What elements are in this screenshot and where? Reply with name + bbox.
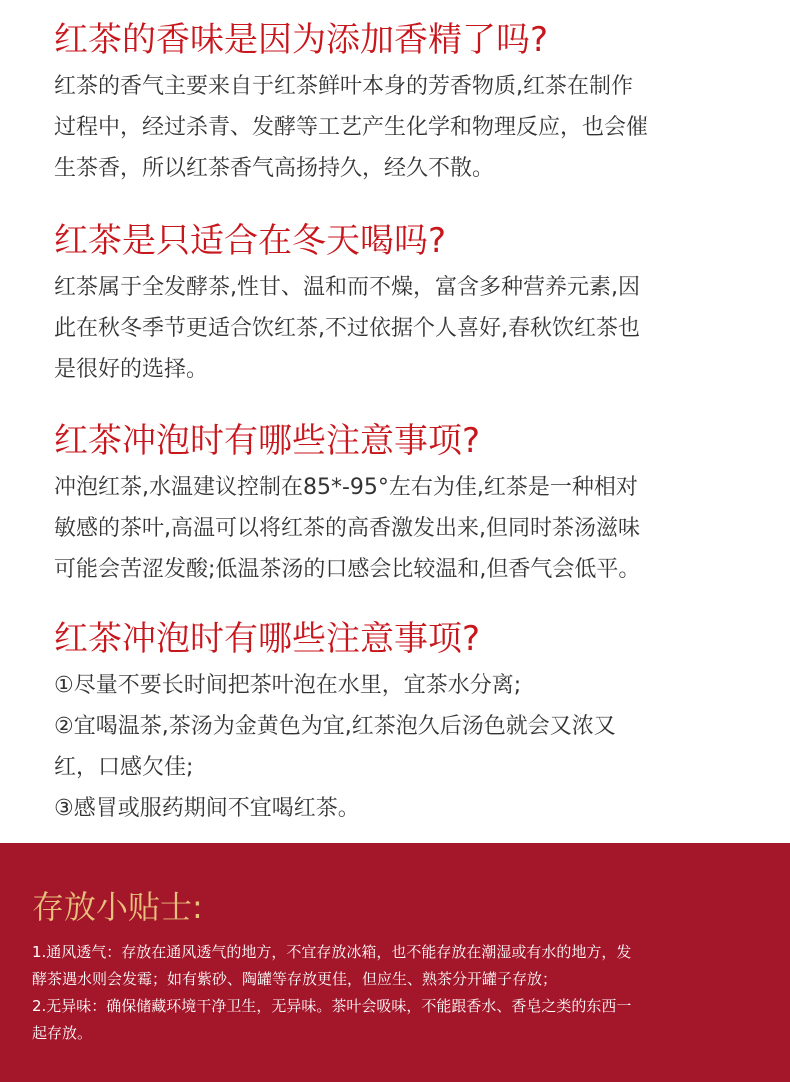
body-line: 生茶香，所以红茶香气高扬持久，经久不散。: [54, 156, 495, 181]
body-line: 此在秋冬季节更适合饮红茶,不过依据个人喜好,春秋饮红茶也: [54, 316, 640, 341]
section-body: [54, 665, 764, 829]
tips-body: [32, 939, 762, 1047]
section-title: 红茶是只适合在冬天喝吗?: [54, 221, 447, 261]
body-line: 是很好的选择。: [54, 357, 209, 382]
tips-line: 酵茶遇水则会发霉；如有紫砂、陶罐等存放更佳，但应生、熟茶分开罐子存放；: [32, 970, 558, 988]
qa-section-3: [54, 419, 764, 590]
storage-tips-panel: [0, 843, 790, 1082]
tips-line: 2.无异味：确保储藏环境干净卫生，无异味。茶叶会吸味，不能跟香水、香皂之类的东西一: [32, 997, 632, 1015]
body-line: 可能会苦涩发酸;低温茶汤的口感会比较温和,但香气会低平。: [54, 557, 641, 582]
qa-section-1: [54, 18, 764, 189]
body-line: 红茶的香气主要来自于红茶鲜叶本身的芳香物质,红茶在制作: [54, 74, 633, 99]
qa-section-4: [54, 617, 764, 829]
section-body: [54, 66, 764, 189]
body-line: 冲泡红茶,水温建议控制在85*-95°左右为佳,红茶是一种相对: [54, 475, 638, 500]
body-line: ③感冒或服药期间不宜喝红茶。: [54, 796, 360, 821]
body-line: ①尽量不要长时间把茶叶泡在水里，宜茶水分离;: [54, 673, 522, 698]
section-title: 红茶的香味是因为添加香精了吗?: [54, 20, 549, 60]
body-line: 敏感的茶叶,高温可以将红茶的高香激发出来,但同时茶汤滋味: [54, 516, 640, 541]
section-title: 红茶冲泡时有哪些注意事项?: [54, 619, 481, 659]
section-body: [54, 467, 764, 590]
tips-title: 存放小贴士:: [32, 888, 203, 926]
body-line: ②宜喝温茶,茶汤为金黄色为宜,红茶泡久后汤色就会又浓又: [54, 714, 616, 739]
section-title: 红茶冲泡时有哪些注意事项?: [54, 421, 481, 461]
body-line: 红，口感欠佳;: [54, 755, 194, 780]
section-body: [54, 267, 764, 390]
body-line: 过程中，经过杀青、发酵等工艺产生化学和物理反应，也会催: [54, 115, 649, 140]
tips-line: 1.通风透气：存放在通风透气的地方，不宜存放冰箱，也不能存放在潮湿或有水的地方，发: [32, 943, 632, 961]
qa-section-2: [54, 219, 764, 390]
body-line: 红茶属于全发酵茶,性甘、温和而不燥，富含多种营养元素,因: [54, 275, 640, 300]
tips-line: 起存放。: [32, 1024, 93, 1042]
